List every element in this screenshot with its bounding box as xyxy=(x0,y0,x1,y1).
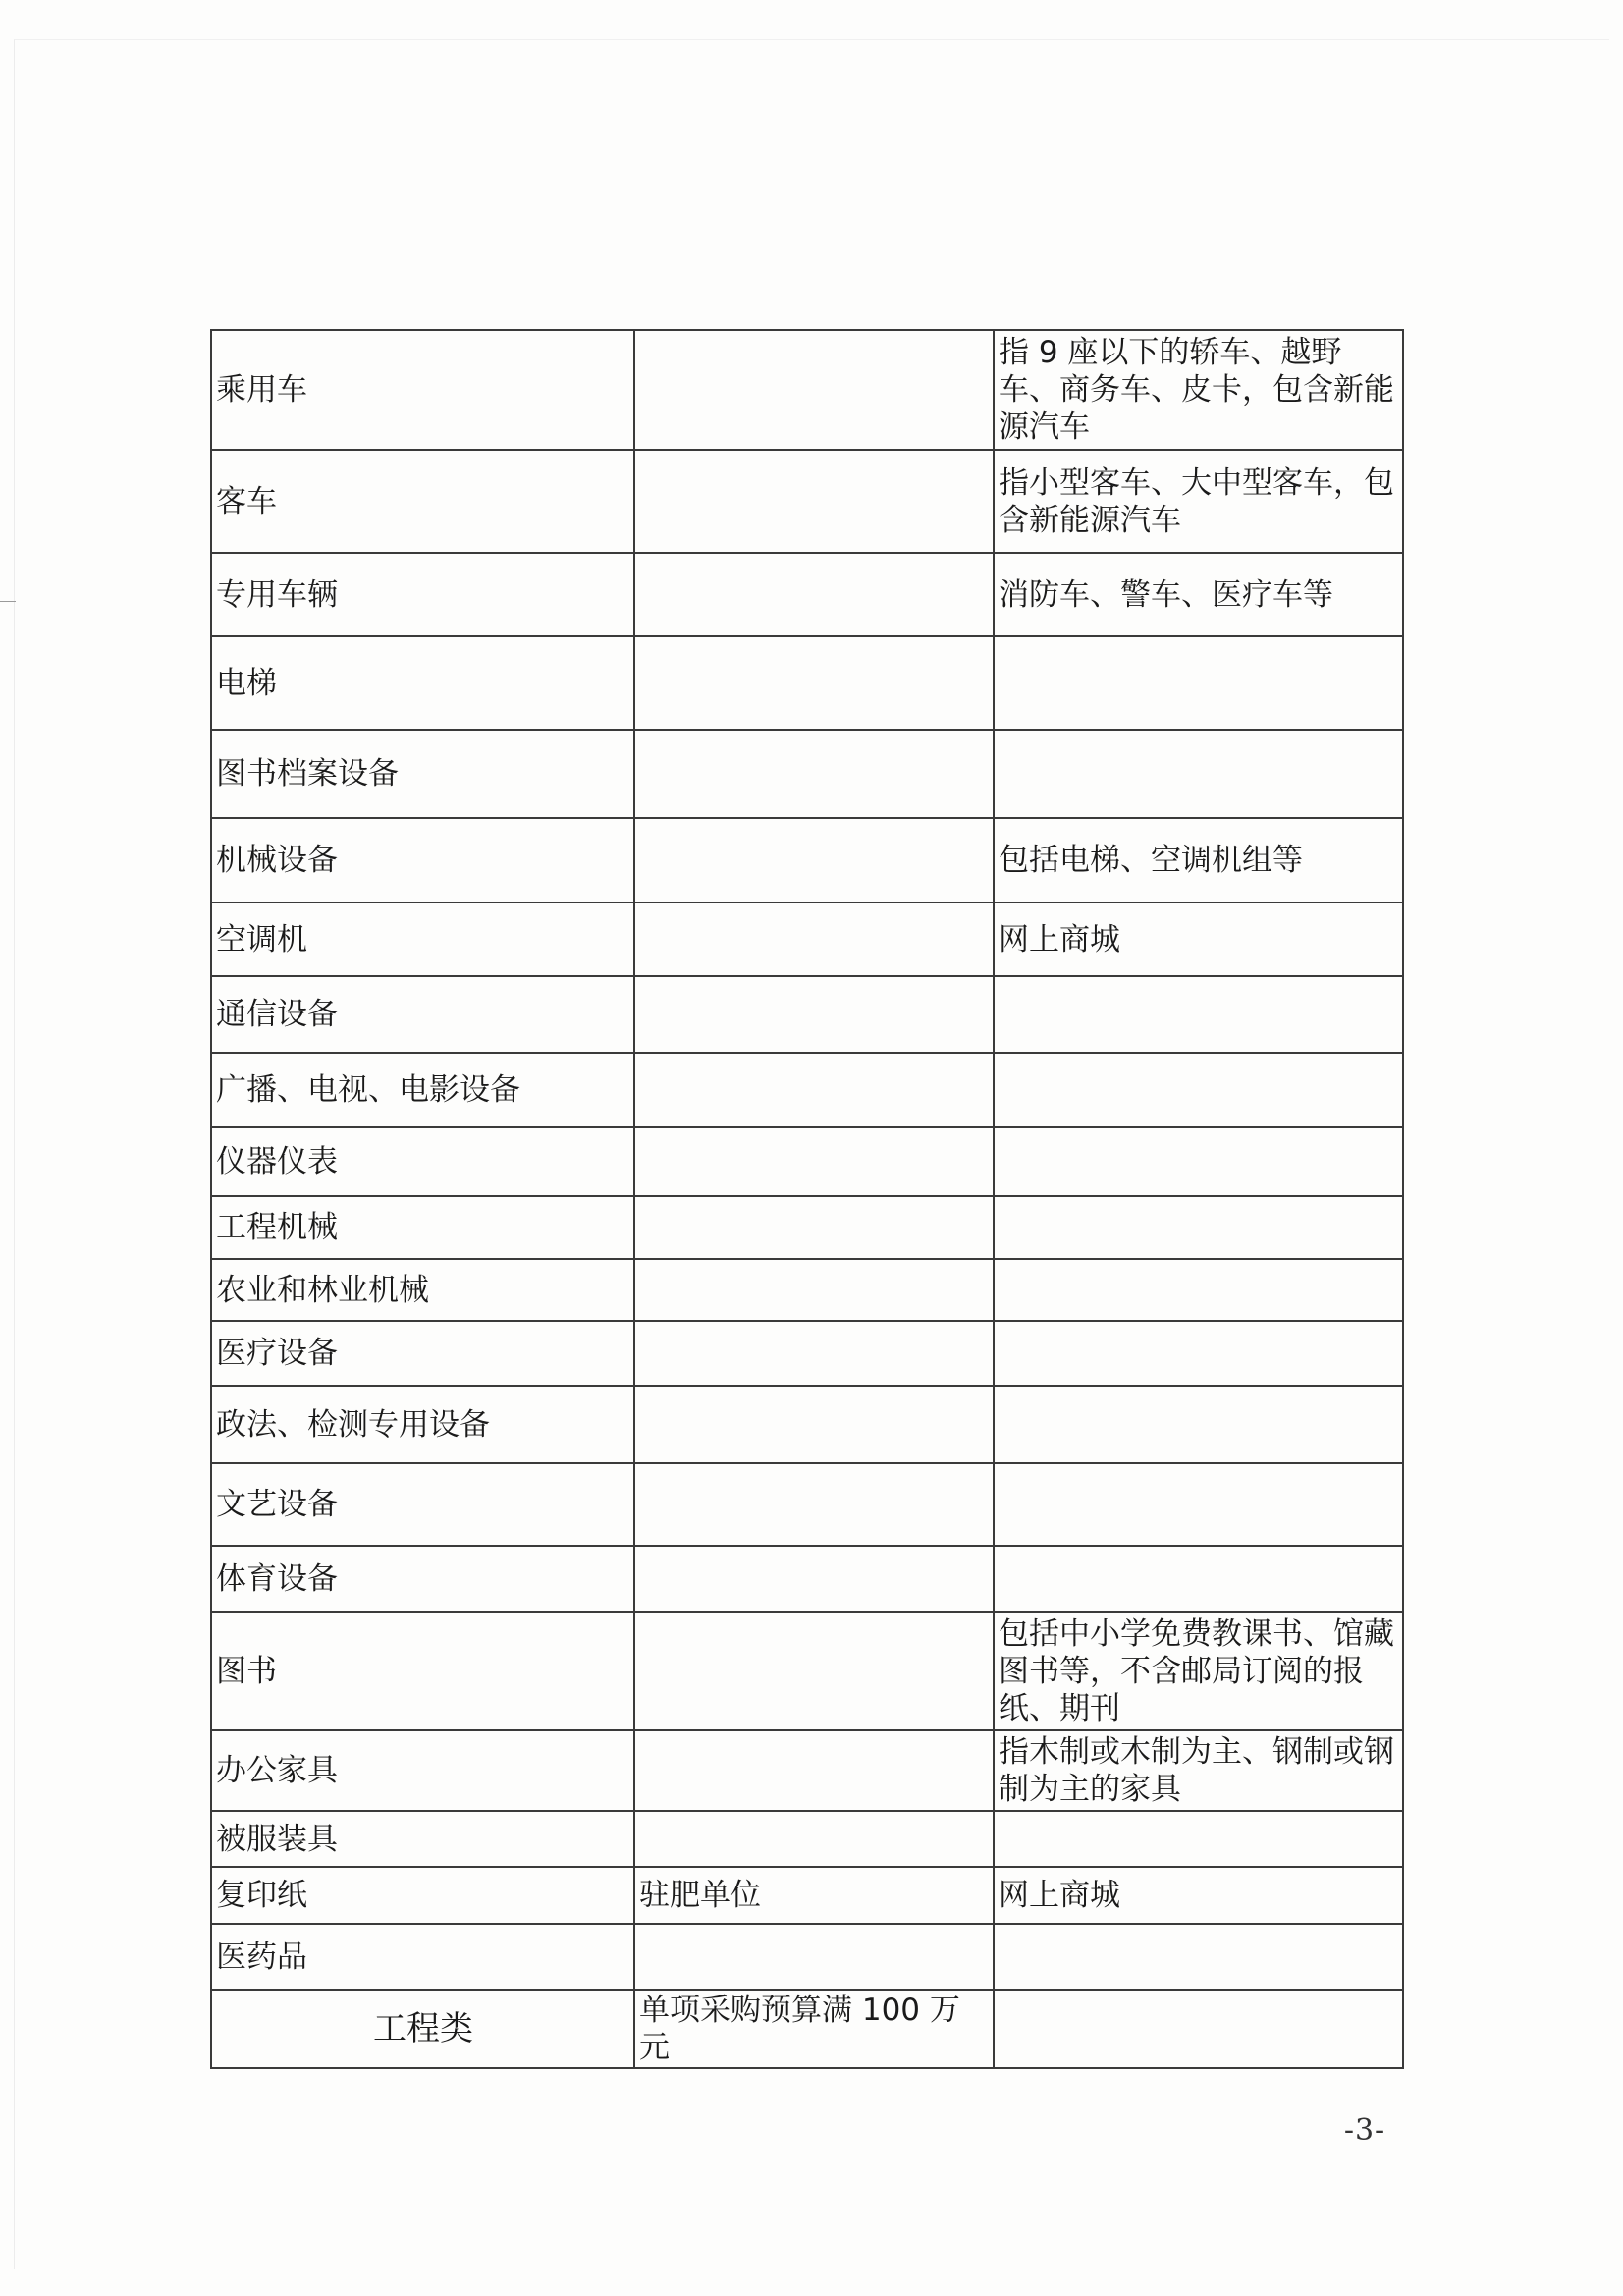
table-row xyxy=(211,1127,1403,1196)
scope-cell xyxy=(634,1924,994,1990)
category-cell: 机械设备 xyxy=(211,818,634,902)
category-cell: 办公家具 xyxy=(211,1730,634,1811)
scope-cell xyxy=(634,818,994,902)
scope-cell xyxy=(634,1546,994,1612)
table-row xyxy=(211,330,1403,450)
category-cell: 电梯 xyxy=(211,636,634,730)
scope-cell xyxy=(634,1127,994,1196)
table-row xyxy=(211,1321,1403,1386)
note-cell xyxy=(994,1811,1403,1867)
note-cell: 包括电梯、空调机组等 xyxy=(994,818,1403,902)
scan-mark xyxy=(0,601,16,602)
table-row xyxy=(211,1867,1403,1924)
note-cell: 网上商城 xyxy=(994,1867,1403,1924)
note-cell xyxy=(994,1321,1403,1386)
note-cell: 指小型客车、大中型客车，包含新能源汽车 xyxy=(994,450,1403,553)
table-row xyxy=(211,1990,1403,2068)
scope-cell xyxy=(634,1612,994,1730)
category-cell: 仪器仪表 xyxy=(211,1127,634,1196)
note-cell xyxy=(994,976,1403,1053)
note-cell xyxy=(994,1546,1403,1612)
scope-cell xyxy=(634,1730,994,1811)
note-cell xyxy=(994,1386,1403,1463)
scope-cell xyxy=(634,1259,994,1321)
table-row xyxy=(211,1811,1403,1867)
category-cell: 体育设备 xyxy=(211,1546,634,1612)
note-cell: 指木制或木制为主、钢制或钢制为主的家具 xyxy=(994,1730,1403,1811)
category-cell: 图书档案设备 xyxy=(211,730,634,818)
category-cell: 政法、检测专用设备 xyxy=(211,1386,634,1463)
category-cell: 农业和林业机械 xyxy=(211,1259,634,1321)
scope-cell: 单项采购预算满 100 万元 xyxy=(634,1990,994,2068)
note-cell xyxy=(994,1053,1403,1127)
table-row xyxy=(211,1259,1403,1321)
category-cell: 工程类 xyxy=(211,1990,634,2068)
scope-cell xyxy=(634,1321,994,1386)
scope-cell: 驻肥单位 xyxy=(634,1867,994,1924)
scope-cell xyxy=(634,636,994,730)
table-row xyxy=(211,1196,1403,1259)
scope-cell xyxy=(634,1463,994,1546)
note-cell xyxy=(994,1990,1403,2068)
scope-cell xyxy=(634,902,994,976)
table-row xyxy=(211,553,1403,636)
note-cell xyxy=(994,730,1403,818)
scope-cell xyxy=(634,730,994,818)
note-cell xyxy=(994,1127,1403,1196)
table-row xyxy=(211,1612,1403,1730)
scope-cell xyxy=(634,976,994,1053)
category-cell: 通信设备 xyxy=(211,976,634,1053)
table-row xyxy=(211,1730,1403,1811)
table-row xyxy=(211,1053,1403,1127)
table-row xyxy=(211,450,1403,553)
table-row xyxy=(211,636,1403,730)
category-cell: 图书 xyxy=(211,1612,634,1730)
category-cell: 广播、电视、电影设备 xyxy=(211,1053,634,1127)
note-cell: 网上商城 xyxy=(994,902,1403,976)
category-cell: 文艺设备 xyxy=(211,1463,634,1546)
note-cell xyxy=(994,1924,1403,1990)
page-number: -3- xyxy=(1343,2113,1386,2148)
category-cell: 被服装具 xyxy=(211,1811,634,1867)
note-cell: 指 9 座以下的轿车、越野车、商务车、皮卡，包含新能源汽车 xyxy=(994,330,1403,450)
scope-cell xyxy=(634,1053,994,1127)
scope-cell xyxy=(634,330,994,450)
category-cell: 工程机械 xyxy=(211,1196,634,1259)
note-cell: 消防车、警车、医疗车等 xyxy=(994,553,1403,636)
table-row xyxy=(211,730,1403,818)
table-row xyxy=(211,1924,1403,1990)
category-cell: 医疗设备 xyxy=(211,1321,634,1386)
category-cell: 医药品 xyxy=(211,1924,634,1990)
table-body xyxy=(211,330,1403,2068)
note-cell xyxy=(994,636,1403,730)
table-row xyxy=(211,1546,1403,1612)
scope-cell xyxy=(634,1386,994,1463)
category-cell: 乘用车 xyxy=(211,330,634,450)
procurement-table xyxy=(210,329,1404,2069)
table-row xyxy=(211,818,1403,902)
note-cell xyxy=(994,1259,1403,1321)
scope-cell xyxy=(634,1811,994,1867)
table-row xyxy=(211,1463,1403,1546)
table-row xyxy=(211,1386,1403,1463)
note-cell xyxy=(994,1196,1403,1259)
scope-cell xyxy=(634,450,994,553)
table-row xyxy=(211,976,1403,1053)
category-cell: 专用车辆 xyxy=(211,553,634,636)
note-cell: 包括中小学免费教课书、馆藏图书等，不含邮局订阅的报纸、期刊 xyxy=(994,1612,1403,1730)
scope-cell xyxy=(634,1196,994,1259)
note-cell xyxy=(994,1463,1403,1546)
category-cell: 空调机 xyxy=(211,902,634,976)
category-cell: 客车 xyxy=(211,450,634,553)
category-cell: 复印纸 xyxy=(211,1867,634,1924)
scope-cell xyxy=(634,553,994,636)
table-row xyxy=(211,902,1403,976)
